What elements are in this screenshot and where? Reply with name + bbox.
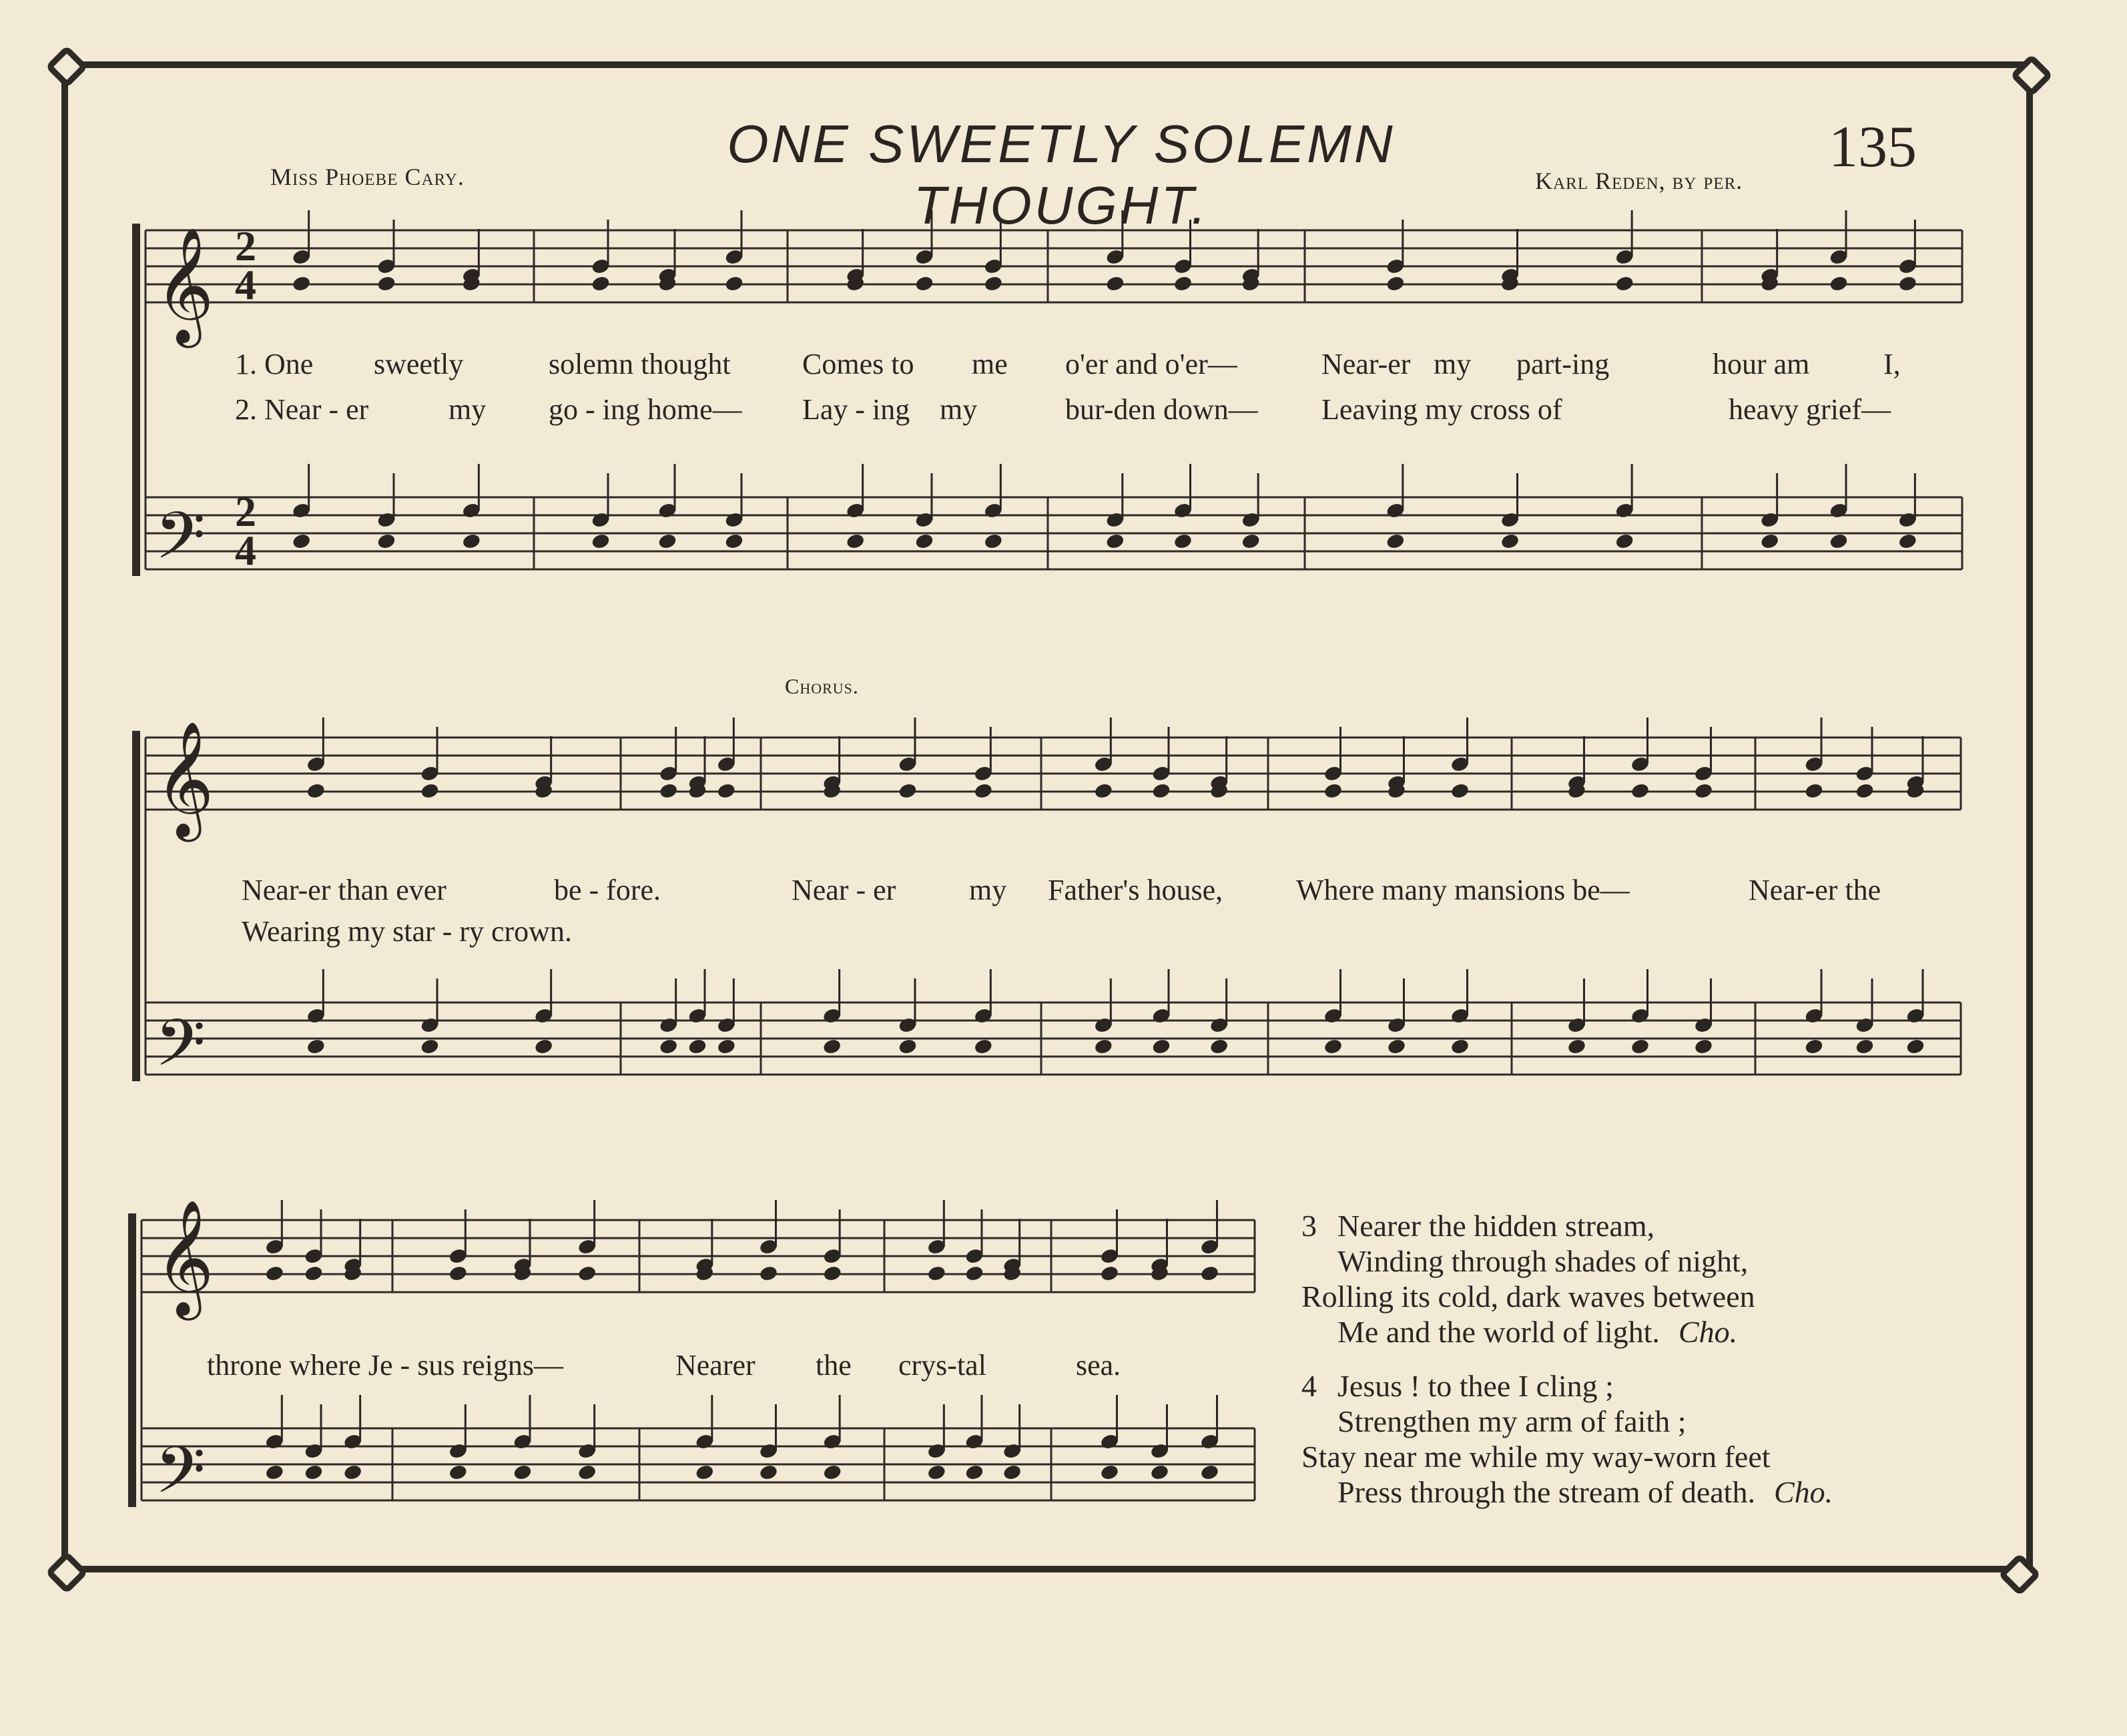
s3-l1-w1: Nearer <box>675 1349 755 1382</box>
treble-note <box>304 1265 324 1281</box>
s2-l1-w5: Where many mansions be— <box>1296 874 1630 906</box>
bass-note <box>1630 1038 1650 1055</box>
composer-credit: Karl Reden, by per. <box>1535 168 1743 194</box>
treble-clef-2: 𝄞 <box>155 721 214 837</box>
bass-note <box>343 1464 362 1480</box>
bass-note <box>591 533 611 549</box>
bass-note <box>448 1464 468 1480</box>
bass-note <box>927 1464 946 1480</box>
verse-number: 3 <box>1301 1209 1317 1243</box>
bass-note <box>659 1038 678 1055</box>
refrain-marker: Cho. <box>1773 1475 1833 1509</box>
bass-note <box>1694 1038 1713 1055</box>
bass-note <box>292 533 311 549</box>
bass-note <box>965 1464 984 1480</box>
s1-v1-w9: hour am <box>1713 348 1810 380</box>
bass-note <box>1150 1464 1169 1480</box>
treble-note <box>1105 275 1125 292</box>
verse-4 <box>1301 1368 1982 1510</box>
s1-v2-w1: my <box>448 393 487 426</box>
treble-note <box>420 782 440 799</box>
s1-v2-w6: Leaving my cross of <box>1321 393 1562 426</box>
treble-note <box>927 1265 946 1281</box>
bass-note <box>974 1038 993 1055</box>
bass-note <box>898 1038 918 1055</box>
bass-note <box>1760 533 1779 549</box>
bass-note <box>577 1464 597 1480</box>
bass-note <box>1387 1038 1406 1055</box>
treble-note <box>1805 782 1824 799</box>
verse-line: Winding through shades of night, <box>1337 1244 1749 1278</box>
bass-note <box>688 1038 707 1055</box>
bass-note <box>1829 533 1849 549</box>
verse-line: Press through the stream of death. <box>1337 1475 1755 1509</box>
s1-v2-w5: bur-den down— <box>1065 393 1258 426</box>
s1-v2-w2: go - ing home— <box>549 393 742 426</box>
s1-v1-w8: part-ing <box>1516 348 1610 380</box>
treble-note <box>1386 275 1405 292</box>
additional-verses <box>1301 1208 1982 1510</box>
time-signature-bass-top: 2 <box>235 488 256 535</box>
bass-note <box>1805 1038 1824 1055</box>
treble-note <box>1615 275 1634 292</box>
bass-note <box>759 1464 778 1480</box>
treble-note <box>1694 782 1713 799</box>
treble-note <box>1829 275 1849 292</box>
bass-clef-2: 𝄢 <box>155 1004 206 1097</box>
bass-note <box>534 1038 553 1055</box>
s1-v2-w4: my <box>940 393 978 426</box>
treble-note <box>377 275 396 292</box>
s1-v1-w7: my <box>1434 348 1472 380</box>
bass-note <box>1209 1038 1229 1055</box>
s1-v1-w2: solemn thought <box>549 348 731 380</box>
treble-note <box>974 782 993 799</box>
verse-number: 4 <box>1301 1369 1317 1403</box>
bass-note <box>1241 533 1261 549</box>
hymn-title: ONE SWEETLY SOLEMN THOUGHT. <box>727 114 1396 235</box>
treble-note <box>591 275 611 292</box>
s2-l1-w2: Near - er <box>792 874 896 906</box>
s2-l1-w1: be - fore. <box>554 874 661 906</box>
verse-line: Rolling its cold, dark waves between <box>1301 1279 1755 1314</box>
s1-v1-w6: Near-er <box>1321 348 1411 380</box>
s2-l1-w3: my <box>969 874 1007 906</box>
s1-v1-w1: sweetly <box>374 348 464 380</box>
bass-note <box>717 1038 736 1055</box>
verse-line: Strengthen my arm of faith ; <box>1337 1404 1687 1438</box>
treble-note <box>759 1265 778 1281</box>
treble-note <box>1200 1265 1219 1281</box>
bass-note <box>725 533 744 549</box>
s2-l1-w6: Near-er the <box>1749 874 1881 906</box>
s3-l1-w2: the <box>816 1349 852 1382</box>
bass-note <box>846 533 865 549</box>
bass-note <box>915 533 934 549</box>
s2-l2-w0: Wearing my star - ry crown. <box>242 915 572 948</box>
verse-line: Stay near me while my way-worn feet <box>1301 1440 1771 1474</box>
bass-note <box>513 1464 533 1480</box>
bass-note <box>420 1038 440 1055</box>
treble-note <box>965 1265 984 1281</box>
bass-note <box>1500 533 1520 549</box>
bass-note <box>304 1464 324 1480</box>
s1-v2-w7: heavy grief— <box>1729 393 1891 426</box>
bass-note <box>1615 533 1634 549</box>
page-number: 135 <box>1829 115 1917 180</box>
treble-note <box>306 782 326 799</box>
bass-note <box>984 533 1003 549</box>
treble-note <box>898 782 918 799</box>
bass-note <box>1094 1038 1113 1055</box>
bass-note <box>265 1464 284 1480</box>
treble-note <box>1630 782 1650 799</box>
verse-3 <box>1301 1208 1982 1350</box>
bass-note <box>1567 1038 1586 1055</box>
bass-note <box>1906 1038 1925 1055</box>
bass-note <box>1002 1464 1022 1480</box>
bass-note <box>1173 533 1193 549</box>
treble-note <box>659 782 678 799</box>
bass-note <box>823 1464 842 1480</box>
treble-note <box>725 275 744 292</box>
bass-clef-1: 𝄢 <box>155 497 206 589</box>
treble-note <box>1094 782 1113 799</box>
bass-note <box>1100 1464 1119 1480</box>
treble-note <box>1152 782 1171 799</box>
treble-note <box>1173 275 1193 292</box>
treble-note <box>292 275 311 292</box>
treble-note <box>1323 782 1343 799</box>
treble-note <box>1100 1265 1119 1281</box>
s3-l1-w4: sea. <box>1076 1349 1121 1382</box>
s1-v1-w0: 1. One <box>235 348 314 380</box>
time-signature-treble-bottom: 4 <box>235 261 256 308</box>
refrain-marker: Cho. <box>1678 1315 1738 1349</box>
bass-clef-3: 𝄢 <box>155 1432 206 1524</box>
bass-note <box>1898 533 1917 549</box>
s1-v2-w0: 2. Near - er <box>235 393 369 426</box>
treble-note <box>915 275 934 292</box>
s1-v1-w10: I, <box>1883 348 1901 380</box>
time-signature-treble-top: 2 <box>235 222 256 270</box>
s2-l1-w4: Father's house, <box>1048 874 1223 906</box>
treble-note <box>984 275 1003 292</box>
treble-note <box>1898 275 1917 292</box>
bass-note <box>658 533 677 549</box>
bass-note <box>1323 1038 1343 1055</box>
s1-v1-w4: me <box>972 348 1008 380</box>
treble-note <box>717 782 736 799</box>
time-signature-bass-bottom: 4 <box>235 527 256 574</box>
bass-note <box>1450 1038 1470 1055</box>
verse-line: Me and the world of light. <box>1337 1315 1660 1349</box>
chorus-label: Chorus. <box>785 674 859 698</box>
s2-l1-w0: Near-er than ever <box>242 874 446 906</box>
treble-note <box>265 1265 284 1281</box>
s1-v2-w3: Lay - ing <box>802 393 910 426</box>
treble-note <box>823 1265 842 1281</box>
s1-v1-w5: o'er and o'er— <box>1065 348 1237 380</box>
bass-note <box>306 1038 326 1055</box>
bass-note <box>462 533 481 549</box>
treble-clef-3: 𝄞 <box>155 1199 214 1316</box>
bass-note <box>695 1464 714 1480</box>
author-credit: Miss Phoebe Cary. <box>270 164 465 190</box>
treble-note <box>448 1265 468 1281</box>
bass-note <box>1855 1038 1875 1055</box>
treble-note <box>1855 782 1875 799</box>
bass-note <box>1152 1038 1171 1055</box>
treble-note <box>1450 782 1470 799</box>
treble-clef-1: 𝄞 <box>155 227 214 343</box>
verse-line: Jesus ! to thee I cling ; <box>1337 1369 1614 1403</box>
bass-note <box>377 533 396 549</box>
verse-line: Nearer the hidden stream, <box>1337 1209 1655 1243</box>
s3-l1-w0: throne where Je - sus reigns— <box>207 1349 563 1382</box>
bass-note <box>822 1038 842 1055</box>
bass-note <box>1105 533 1125 549</box>
bass-note <box>1386 533 1405 549</box>
treble-note <box>577 1265 597 1281</box>
s1-v1-w3: Comes to <box>802 348 914 380</box>
bass-note <box>1200 1464 1219 1480</box>
s3-l1-w3: crys-tal <box>898 1349 986 1382</box>
